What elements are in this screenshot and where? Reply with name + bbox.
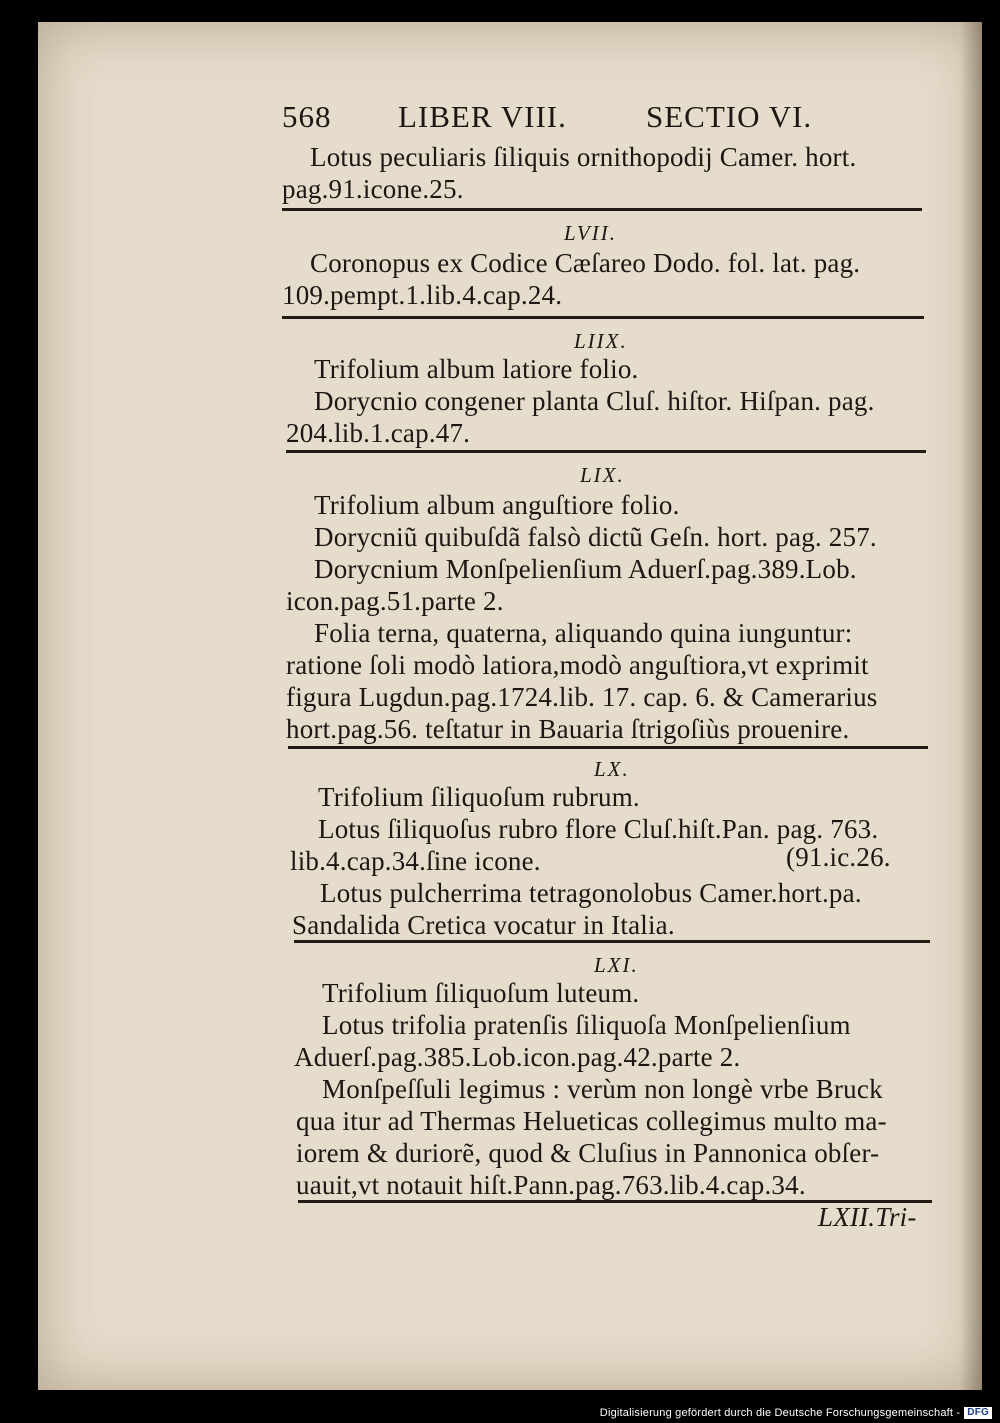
text-line: Dorycniũ quibuſdã falsò dictũ Geſn. hort. pag. 257. — [314, 522, 877, 552]
page-number: 568 — [282, 99, 332, 134]
section-number: LIIX. — [574, 329, 628, 353]
text-line: Dorycnio congener planta Cluſ. hiſtor. Hiſpan. pag. — [314, 386, 875, 416]
text-line: lib.4.cap.34.ſine icone. — [290, 846, 541, 876]
running-head-liber: LIBER VIII. — [398, 99, 567, 134]
text-line: Monſpeſſuli legimus : verùm non longè vrbe Bruck — [322, 1074, 883, 1104]
text-line: Aduerſ.pag.385.Lob.icon.pag.42.parte 2. — [294, 1042, 741, 1072]
text-line: Trifolium ſiliquoſum rubrum. — [318, 782, 640, 812]
section-number: LX. — [594, 757, 630, 781]
running-head-sectio: SECTIO VI. — [646, 99, 813, 134]
text-line: figura Lugdun.pag.1724.lib. 17. cap. 6. & Camerarius — [286, 682, 878, 712]
section-number: LVII. — [564, 221, 617, 245]
dfg-logo: DFG — [964, 1407, 992, 1419]
text-line: Sandalida Cretica vocatur in Italia. — [292, 910, 675, 940]
digitization-credit — [600, 1407, 992, 1419]
text-line: Trifolium ſiliquoſum luteum. — [322, 978, 640, 1008]
section-rule — [286, 450, 926, 453]
text-line: 109.pempt.1.lib.4.cap.24. — [282, 280, 563, 310]
text-line: Lotus trifolia pratenſis ſiliquoſa Monſpelienſium — [322, 1010, 851, 1040]
text-line: ratione ſoli modò latiora,modò anguſtiora,vt exprimit — [286, 650, 869, 680]
catchword: LXII.Tri- — [818, 1202, 917, 1232]
page-text — [38, 22, 982, 1390]
credit-text: Digitalisierung gefördert durch die Deutsche Forschungsgemeinschaft - — [599, 1407, 961, 1419]
section-rule — [288, 746, 928, 749]
book-page — [38, 22, 982, 1390]
section-number: LXI. — [594, 953, 639, 977]
text-line: Trifolium album latiore folio. — [314, 354, 639, 384]
text-line: 204.lib.1.cap.47. — [286, 418, 471, 448]
text-line: pag.91.icone.25. — [282, 174, 464, 204]
section-number: LIX. — [580, 463, 625, 487]
section-rule — [282, 208, 922, 211]
text-line: iorem & duriorẽ, quod & Cluſius in Pannonica obſer- — [296, 1138, 880, 1168]
text-line: qua itur ad Thermas Helueticas collegimus multo ma- — [296, 1106, 887, 1136]
marginal-note: (91.ic.26. — [786, 842, 891, 872]
text-line: hort.pag.56. teſtatur in Bauaria ſtrigoſiùs prouenire. — [286, 714, 850, 744]
text-line: Coronopus ex Codice Cæſareo Dodo. fol. lat. pag. — [310, 248, 861, 278]
section-rule — [282, 316, 924, 319]
text-line: icon.pag.51.parte 2. — [286, 586, 504, 616]
text-line: Lotus peculiaris ſiliquis ornithopodij Camer. hort. — [310, 142, 857, 172]
text-line: Folia terna, quaterna, aliquando quina iunguntur: — [314, 618, 853, 648]
text-line: Trifolium album anguſtiore folio. — [314, 490, 680, 520]
section-rule — [294, 940, 930, 943]
text-line: Lotus ſiliquoſus rubro flore Cluſ.hiſt.Pan. pag. 763. — [318, 814, 879, 844]
text-line: uauit,vt notauit hiſt.Pann.pag.763.lib.4.cap.34. — [296, 1170, 806, 1200]
text-line: Lotus pulcherrima tetragonolobus Camer.hort.pa. — [320, 878, 862, 908]
text-line: Dorycnium Monſpelienſium Aduerſ.pag.389.Lob. — [314, 554, 857, 584]
